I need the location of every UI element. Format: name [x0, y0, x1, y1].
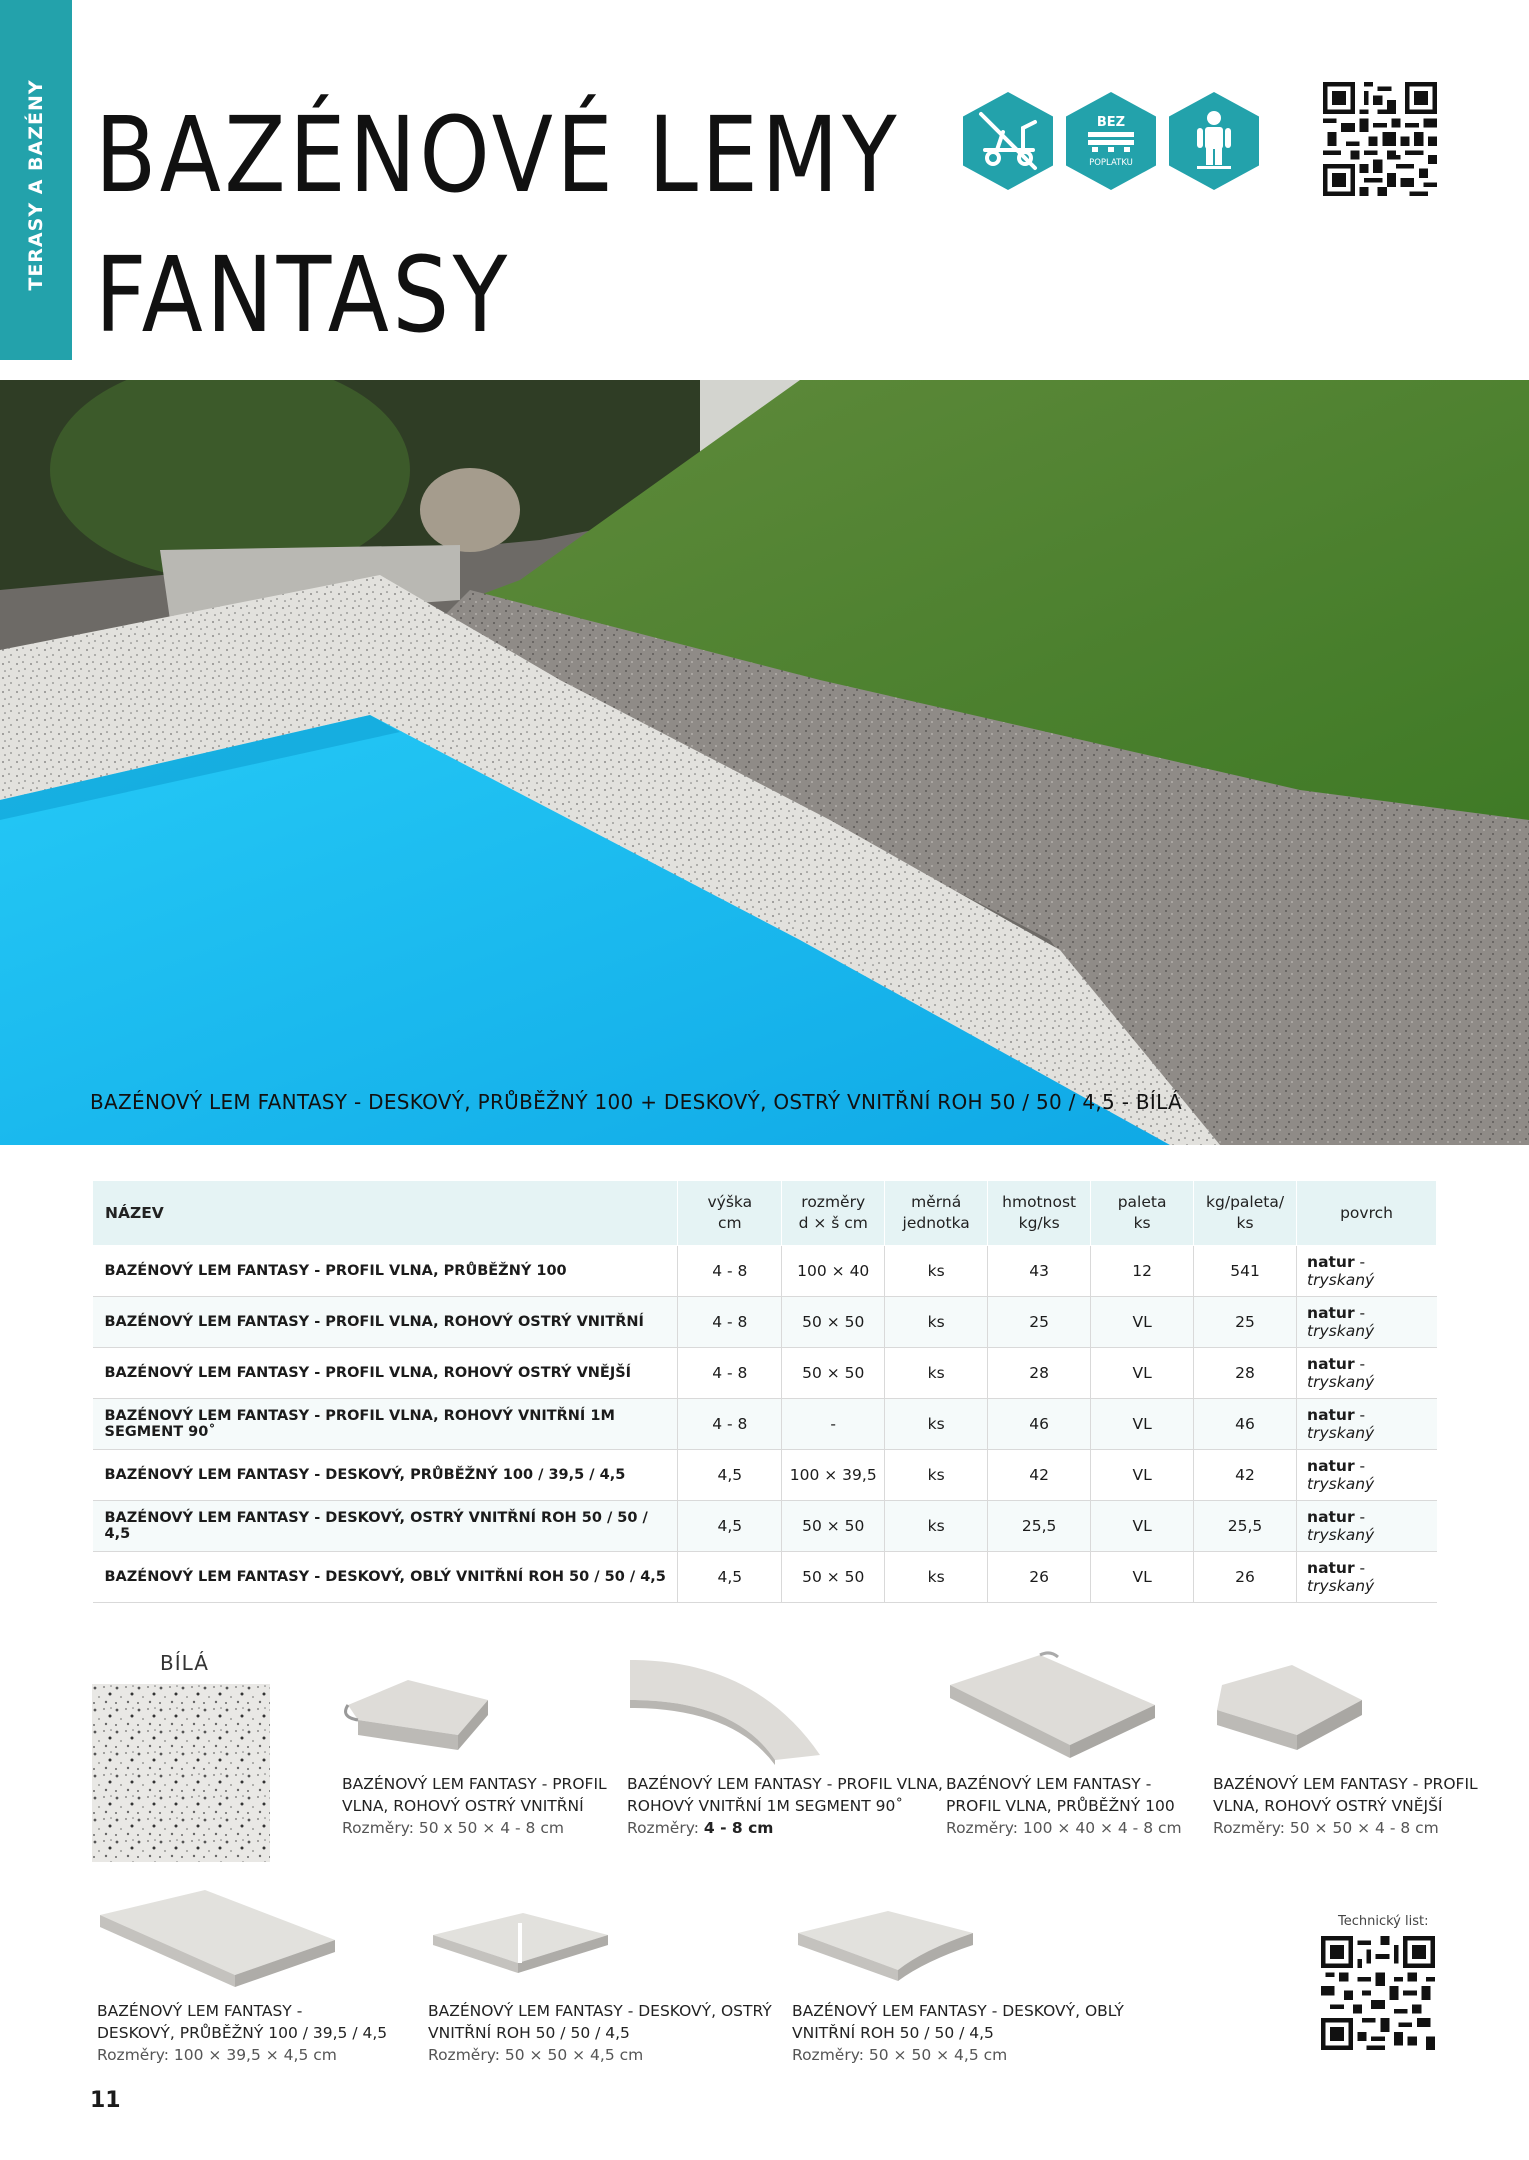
- product-dimensions: Rozměry: 50 × 50 × 4,5 cm: [428, 2046, 644, 2064]
- cell-jednotka: ks: [885, 1297, 988, 1348]
- product-name-line-2: DESKOVÝ, PRŮBĚŽNÝ 100 / 39,5 / 4,5: [97, 2024, 388, 2042]
- product-name-line-1: BAZÉNOVÝ LEM FANTASY -: [946, 1775, 1152, 1793]
- product-name-line-1: BAZÉNOVÝ LEM FANTASY - PROFIL VLNA,: [627, 1775, 943, 1793]
- cell-jednotka: ks: [885, 1246, 988, 1297]
- badge-line-2: POPLATKU: [1089, 158, 1133, 168]
- cell-povrch: natur - tryskaný: [1297, 1348, 1437, 1399]
- cell-name: BAZÉNOVÝ LEM FANTASY - DESKOVÝ, OBLÝ VNITŘNÍ ROH 50 / 50 / 4,5: [93, 1552, 678, 1603]
- table-row: [93, 1501, 1437, 1552]
- product-image-vlna-roh-ostry-vnitrni: [338, 1665, 498, 1770]
- cell-jednotka: ks: [885, 1501, 988, 1552]
- table-row: [93, 1450, 1437, 1501]
- qr-code-icon[interactable]: [1321, 1936, 1435, 2050]
- product-card: [97, 2000, 387, 2066]
- product-name-line-1: BAZÉNOVÝ LEM FANTASY - DESKOVÝ, OSTRÝ: [428, 2002, 772, 2020]
- cell-kg-paleta: 25,5: [1194, 1501, 1297, 1552]
- cell-paleta: VL: [1091, 1297, 1194, 1348]
- cell-name: BAZÉNOVÝ LEM FANTASY - PROFIL VLNA, ROHOVÝ VNITŘNÍ 1M SEGMENT 90˚: [93, 1399, 678, 1450]
- cell-hmotnost: 25,5: [988, 1501, 1091, 1552]
- cell-name: BAZÉNOVÝ LEM FANTASY - PROFIL VLNA, ROHOVÝ OSTRÝ VNITŘNÍ: [93, 1297, 678, 1348]
- cell-name: BAZÉNOVÝ LEM FANTASY - DESKOVÝ, OSTRÝ VNITŘNÍ ROH 50 / 50 / 4,5: [93, 1501, 678, 1552]
- product-name-line-2: VNITŘNÍ ROH 50 / 50 / 4,5: [792, 2024, 994, 2042]
- title-line-1: BAZÉNOVÉ LEMY: [95, 94, 901, 216]
- table-row: [93, 1348, 1437, 1399]
- cell-hmotnost: 28: [988, 1348, 1091, 1399]
- product-dimensions: Rozměry: 100 × 40 × 4 - 8 cm: [946, 1819, 1182, 1837]
- table-header-row: [93, 1181, 1437, 1246]
- col-header-jednotka: měrná jednotka: [885, 1181, 988, 1246]
- cell-rozmery: 50 × 50: [782, 1348, 885, 1399]
- cell-kg-paleta: 25: [1194, 1297, 1297, 1348]
- swatch-label: BÍLÁ: [160, 1651, 209, 1675]
- product-image-deskovy-ostry-roh: [428, 1905, 613, 1985]
- tech-sheet-label: Technický list:: [1338, 1914, 1429, 1929]
- product-dimensions: Rozměry: 50 × 50 × 4,5 cm: [792, 2046, 1008, 2064]
- title-line-2: FANTASY: [95, 234, 511, 356]
- product-dimensions: Rozměry: 100 × 39,5 × 4,5 cm: [97, 2046, 337, 2064]
- cell-rozmery: -: [782, 1399, 885, 1450]
- cell-kg-paleta: 541: [1194, 1246, 1297, 1297]
- cell-vyska: 4,5: [678, 1501, 782, 1552]
- cell-jednotka: ks: [885, 1399, 988, 1450]
- cell-hmotnost: 46: [988, 1399, 1091, 1450]
- page-number: 11: [90, 2088, 121, 2113]
- cell-povrch: natur - tryskaný: [1297, 1450, 1437, 1501]
- color-swatch-white: [92, 1684, 270, 1862]
- product-name-line-2: PROFIL VLNA, PRŮBĚŽNÝ 100: [946, 1797, 1175, 1815]
- cell-povrch: natur - tryskaný: [1297, 1552, 1437, 1603]
- cell-vyska: 4 - 8: [678, 1297, 782, 1348]
- cell-povrch: natur - tryskaný: [1297, 1297, 1437, 1348]
- table-row: [93, 1552, 1437, 1603]
- product-dimensions: Rozměry: 4 - 8 cm: [627, 1819, 774, 1837]
- cell-paleta: VL: [1091, 1450, 1194, 1501]
- cell-kg-paleta: 42: [1194, 1450, 1297, 1501]
- product-name-line-1: BAZÉNOVÝ LEM FANTASY - PROFIL: [1213, 1775, 1478, 1793]
- photo-caption: BAZÉNOVÝ LEM FANTASY - DESKOVÝ, PRŮBĚŽNÝ 100 + DESKOVÝ, OSTRÝ VNITŘNÍ ROH 50 / 50 / 4,5 - BÍLÁ: [90, 1090, 1182, 1114]
- cell-rozmery: 50 × 50: [782, 1501, 885, 1552]
- table-row: [93, 1246, 1437, 1297]
- product-name-line-2: VLNA, ROHOVÝ OSTRÝ VNITŘNÍ: [342, 1797, 584, 1815]
- hero-photo: [0, 380, 1529, 1145]
- cell-jednotka: ks: [885, 1348, 988, 1399]
- cell-paleta: 12: [1091, 1246, 1194, 1297]
- cell-rozmery: 100 × 39,5: [782, 1450, 885, 1501]
- cell-vyska: 4 - 8: [678, 1246, 782, 1297]
- cell-jednotka: ks: [885, 1552, 988, 1603]
- cell-hmotnost: 43: [988, 1246, 1091, 1297]
- product-card: [428, 2000, 772, 2066]
- cell-name: BAZÉNOVÝ LEM FANTASY - DESKOVÝ, PRŮBĚŽNÝ 100 / 39,5 / 4,5: [93, 1450, 678, 1501]
- col-header-hmotnost: hmotnost kg/ks: [988, 1181, 1091, 1246]
- product-name-line-2: ROHOVÝ VNITŘNÍ 1M SEGMENT 90˚: [627, 1797, 904, 1815]
- product-card: [946, 1773, 1182, 1839]
- product-card: [1213, 1773, 1478, 1839]
- col-header-paleta: paleta ks: [1091, 1181, 1194, 1246]
- cell-povrch: natur - tryskaný: [1297, 1501, 1437, 1552]
- product-card: [627, 1773, 943, 1839]
- product-image-deskovy-obly-roh: [793, 1905, 978, 1990]
- table-row: [93, 1399, 1437, 1450]
- cell-vyska: 4 - 8: [678, 1348, 782, 1399]
- badge-line-1: BEZ: [1096, 115, 1126, 130]
- col-header-rozmery: rozměry d × š cm: [782, 1181, 885, 1246]
- product-image-vlna-prubezny: [945, 1650, 1160, 1765]
- col-header-nazev: NÁZEV: [93, 1181, 678, 1246]
- cell-vyska: 4,5: [678, 1552, 782, 1603]
- product-name-line-1: BAZÉNOVÝ LEM FANTASY - DESKOVÝ, OBLÝ: [792, 2002, 1124, 2020]
- cell-vyska: 4,5: [678, 1450, 782, 1501]
- product-image-vlna-segment-90: [625, 1650, 825, 1765]
- cell-jednotka: ks: [885, 1450, 988, 1501]
- cell-povrch: natur - tryskaný: [1297, 1246, 1437, 1297]
- cell-paleta: VL: [1091, 1552, 1194, 1603]
- free-pallet-icon: [1066, 92, 1156, 190]
- person-icon: [1169, 92, 1259, 190]
- cell-name: BAZÉNOVÝ LEM FANTASY - PROFIL VLNA, PRŮBĚŽNÝ 100: [93, 1246, 678, 1297]
- product-card: [792, 2000, 1124, 2066]
- col-header-povrch: povrch: [1297, 1181, 1437, 1246]
- cell-hmotnost: 26: [988, 1552, 1091, 1603]
- cell-povrch: natur - tryskaný: [1297, 1399, 1437, 1450]
- page-title: [95, 85, 900, 365]
- cell-rozmery: 50 × 50: [782, 1297, 885, 1348]
- product-dimensions: Rozměry: 50 x 50 × 4 - 8 cm: [342, 1819, 564, 1837]
- col-header-kg-paleta: kg/paleta/ ks: [1194, 1181, 1297, 1246]
- cell-hmotnost: 25: [988, 1297, 1091, 1348]
- product-name-line-1: BAZÉNOVÝ LEM FANTASY - PROFIL: [342, 1775, 607, 1793]
- cell-paleta: VL: [1091, 1399, 1194, 1450]
- cell-name: BAZÉNOVÝ LEM FANTASY - PROFIL VLNA, ROHOVÝ OSTRÝ VNĚJŠÍ: [93, 1348, 678, 1399]
- product-card: [342, 1773, 607, 1839]
- product-dimensions: Rozměry: 50 × 50 × 4 - 8 cm: [1213, 1819, 1439, 1837]
- table-row: [93, 1297, 1437, 1348]
- product-name-line-1: BAZÉNOVÝ LEM FANTASY -: [97, 2002, 303, 2020]
- cell-vyska: 4 - 8: [678, 1399, 782, 1450]
- side-tab-label: TERASY A BAZÉNY: [25, 79, 47, 291]
- cell-paleta: VL: [1091, 1348, 1194, 1399]
- cell-kg-paleta: 46: [1194, 1399, 1297, 1450]
- side-tab: [0, 0, 72, 360]
- cell-rozmery: 50 × 50: [782, 1552, 885, 1603]
- product-image-vlna-roh-ostry-vnejsi: [1212, 1655, 1372, 1760]
- pool-photo-illustration: [0, 380, 1529, 1145]
- product-name-line-2: VLNA, ROHOVÝ OSTRÝ VNĚJŠÍ: [1213, 1797, 1443, 1815]
- qr-code-icon[interactable]: [1323, 82, 1437, 196]
- spec-table: [92, 1180, 1437, 1603]
- col-header-vyska: výška cm: [678, 1181, 782, 1246]
- product-name-line-2: VNITŘNÍ ROH 50 / 50 / 4,5: [428, 2024, 630, 2042]
- cell-hmotnost: 42: [988, 1450, 1091, 1501]
- cell-kg-paleta: 26: [1194, 1552, 1297, 1603]
- no-forklift-icon: [963, 92, 1053, 190]
- cell-paleta: VL: [1091, 1501, 1194, 1552]
- cell-rozmery: 100 × 40: [782, 1246, 885, 1297]
- product-image-deskovy-prubezny: [95, 1885, 340, 1995]
- cell-kg-paleta: 28: [1194, 1348, 1297, 1399]
